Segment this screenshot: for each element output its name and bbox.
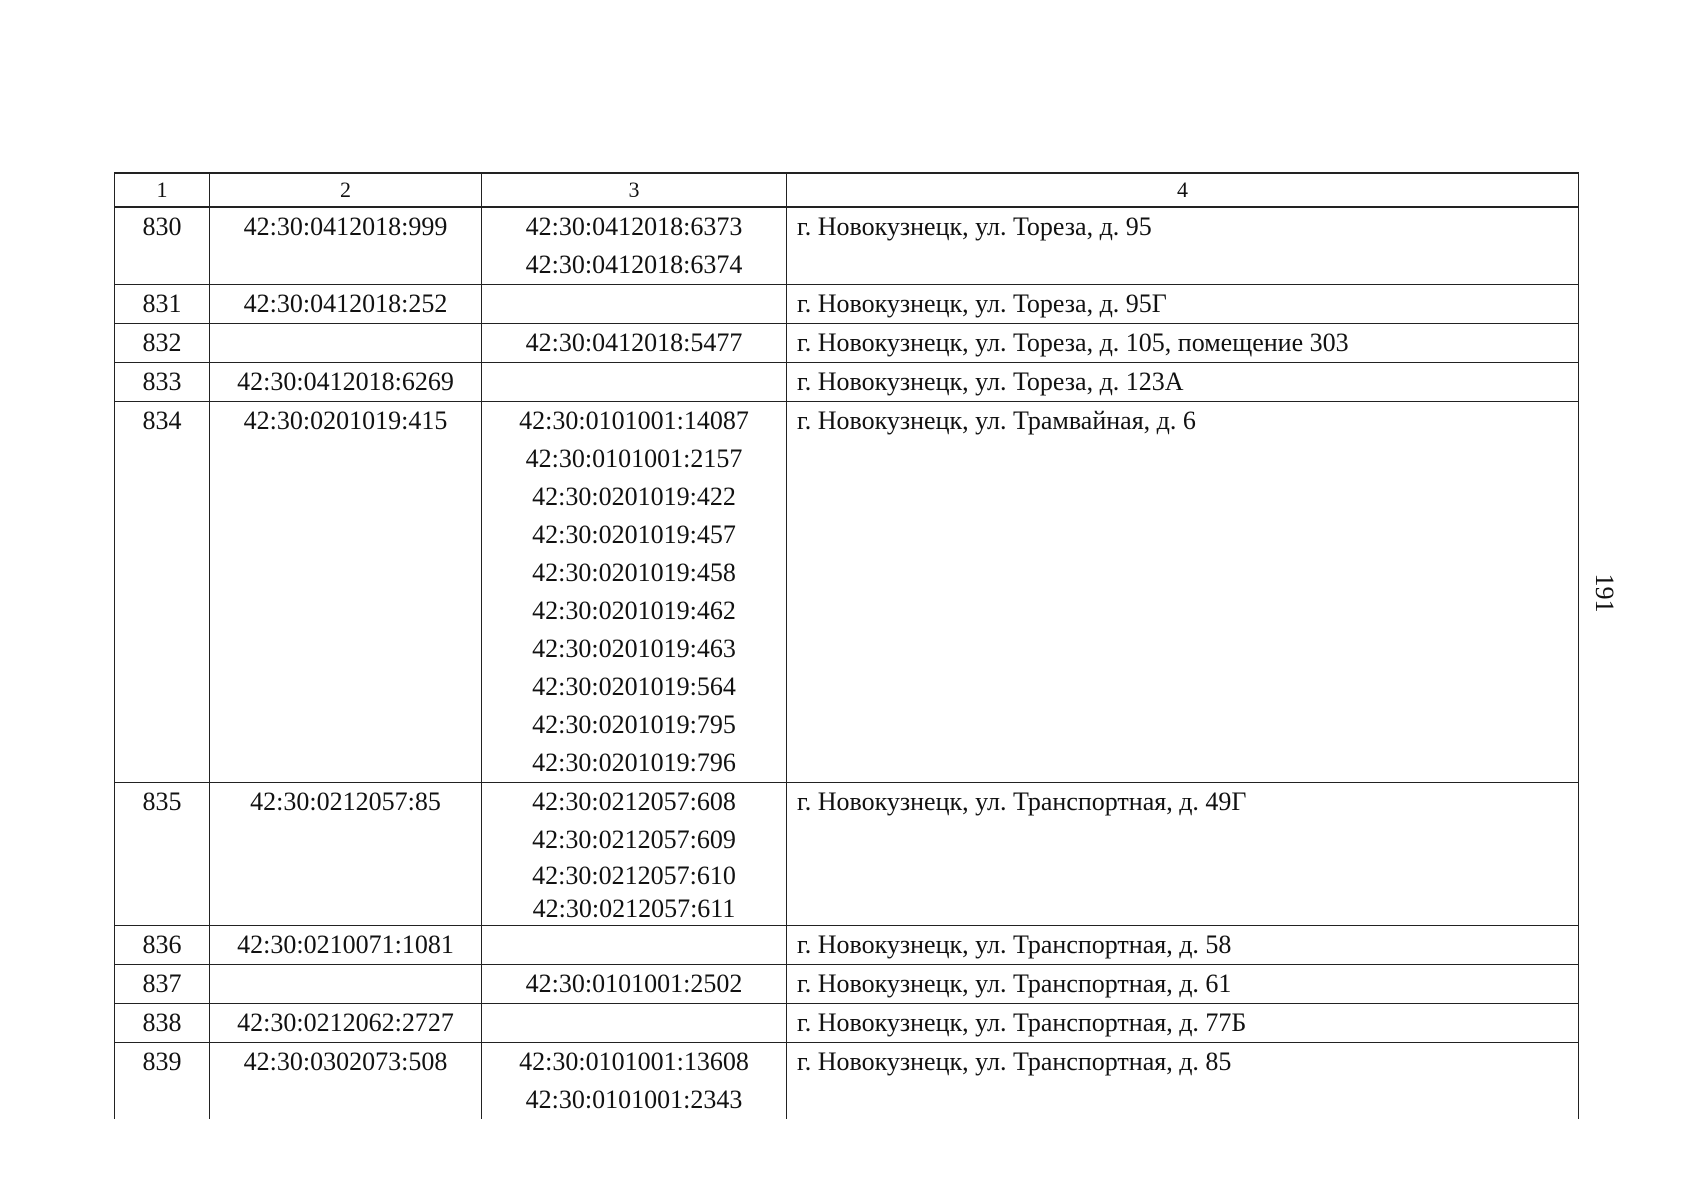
address-cell: г. Новокузнецк, ул. Трамвайная, д. 6	[787, 402, 1579, 783]
object-cadastral-number: 42:30:0412018:6374	[525, 250, 743, 279]
object-cadastral-cell	[482, 207, 787, 285]
address-cell: г. Новокузнецк, ул. Тореза, д. 95	[787, 207, 1579, 285]
object-cadastral-number: 42:30:0201019:463	[532, 634, 736, 663]
table-header	[115, 173, 1579, 207]
address-cell: г. Новокузнецк, ул. Тореза, д. 123А	[787, 363, 1579, 402]
table-row	[115, 285, 1579, 324]
address-cell: г. Новокузнецк, ул. Транспортная, д. 61	[787, 965, 1579, 1004]
land-parcel-cadastral-cell: 42:30:0302073:508	[210, 1043, 482, 1120]
object-cadastral-number: 42:30:0101001:2157	[525, 444, 743, 473]
table-row	[115, 207, 1579, 285]
object-cadastral-number: 42:30:0212057:610	[532, 861, 736, 890]
object-cadastral-number: 42:30:0101001:2502	[525, 969, 743, 998]
object-cadastral-number: 42:30:0101001:2343	[525, 1085, 743, 1114]
row-number-cell: 831	[115, 285, 210, 324]
object-cadastral-number: 42:30:0412018:6373	[525, 212, 743, 241]
row-number-cell: 838	[115, 1004, 210, 1043]
address-cell: г. Новокузнецк, ул. Тореза, д. 95Г	[787, 285, 1579, 324]
object-cadastral-number: 42:30:0101001:13608	[519, 1047, 749, 1076]
column-header-1: 1	[115, 173, 210, 207]
land-parcel-cadastral-cell: 42:30:0201019:415	[210, 402, 482, 783]
land-parcel-cadastral-cell: 42:30:0412018:6269	[210, 363, 482, 402]
table-row	[115, 965, 1579, 1004]
row-number-cell: 830	[115, 207, 210, 285]
row-number-cell: 839	[115, 1043, 210, 1120]
object-cadastral-cell	[482, 783, 787, 926]
row-number-cell: 836	[115, 926, 210, 965]
table-row	[115, 324, 1579, 363]
object-cadastral-number: 42:30:0212057:608	[532, 787, 736, 816]
table-row	[115, 402, 1579, 783]
row-number-cell: 833	[115, 363, 210, 402]
object-cadastral-cell	[482, 363, 787, 402]
table-row	[115, 1043, 1579, 1120]
address-cell: г. Новокузнецк, ул. Тореза, д. 105, помещение 303	[787, 324, 1579, 363]
row-number-cell: 837	[115, 965, 210, 1004]
land-parcel-cadastral-cell: 42:30:0212062:2727	[210, 1004, 482, 1043]
object-cadastral-cell	[482, 285, 787, 324]
row-number-cell: 835	[115, 783, 210, 926]
object-cadastral-number: 42:30:0201019:458	[532, 558, 736, 587]
land-parcel-cadastral-cell: 42:30:0212057:85	[210, 783, 482, 926]
object-cadastral-number: 42:30:0412018:5477	[525, 328, 743, 357]
table-row	[115, 926, 1579, 965]
object-cadastral-cell	[482, 965, 787, 1004]
address-cell: г. Новокузнецк, ул. Транспортная, д. 58	[787, 926, 1579, 965]
column-header-4: 4	[787, 173, 1579, 207]
object-cadastral-number: 42:30:0212057:609	[532, 825, 736, 854]
address-cell: г. Новокузнецк, ул. Транспортная, д. 77Б	[787, 1004, 1579, 1043]
object-cadastral-number: 42:30:0201019:462	[532, 596, 736, 625]
table-row	[115, 363, 1579, 402]
object-cadastral-number: 42:30:0201019:795	[532, 710, 736, 739]
object-cadastral-cell	[482, 402, 787, 783]
row-number-cell: 832	[115, 324, 210, 363]
land-parcel-cadastral-cell: 42:30:0412018:252	[210, 285, 482, 324]
object-cadastral-cell	[482, 926, 787, 965]
object-cadastral-number: 42:30:0101001:14087	[519, 406, 749, 435]
land-parcel-cadastral-cell	[210, 324, 482, 363]
object-cadastral-cell	[482, 324, 787, 363]
land-parcel-cadastral-cell: 42:30:0210071:1081	[210, 926, 482, 965]
object-cadastral-number: 42:30:0212057:611	[532, 894, 736, 923]
object-cadastral-number: 42:30:0201019:796	[532, 748, 736, 777]
table-row	[115, 783, 1579, 926]
row-number-cell: 834	[115, 402, 210, 783]
address-cell: г. Новокузнецк, ул. Транспортная, д. 85	[787, 1043, 1579, 1120]
column-header-3: 3	[482, 173, 787, 207]
land-parcel-cadastral-cell	[210, 965, 482, 1004]
table-body	[115, 207, 1579, 1119]
page-number: 191	[1590, 573, 1619, 613]
column-header-2: 2	[210, 173, 482, 207]
object-cadastral-cell	[482, 1004, 787, 1043]
registry-table	[114, 172, 1579, 1119]
object-cadastral-number: 42:30:0201019:422	[532, 482, 736, 511]
table-row	[115, 1004, 1579, 1043]
address-cell: г. Новокузнецк, ул. Транспортная, д. 49Г	[787, 783, 1579, 926]
header-row	[115, 173, 1579, 207]
land-parcel-cadastral-cell: 42:30:0412018:999	[210, 207, 482, 285]
object-cadastral-cell	[482, 1043, 787, 1120]
object-cadastral-number: 42:30:0201019:564	[532, 672, 736, 701]
object-cadastral-number: 42:30:0201019:457	[532, 520, 736, 549]
